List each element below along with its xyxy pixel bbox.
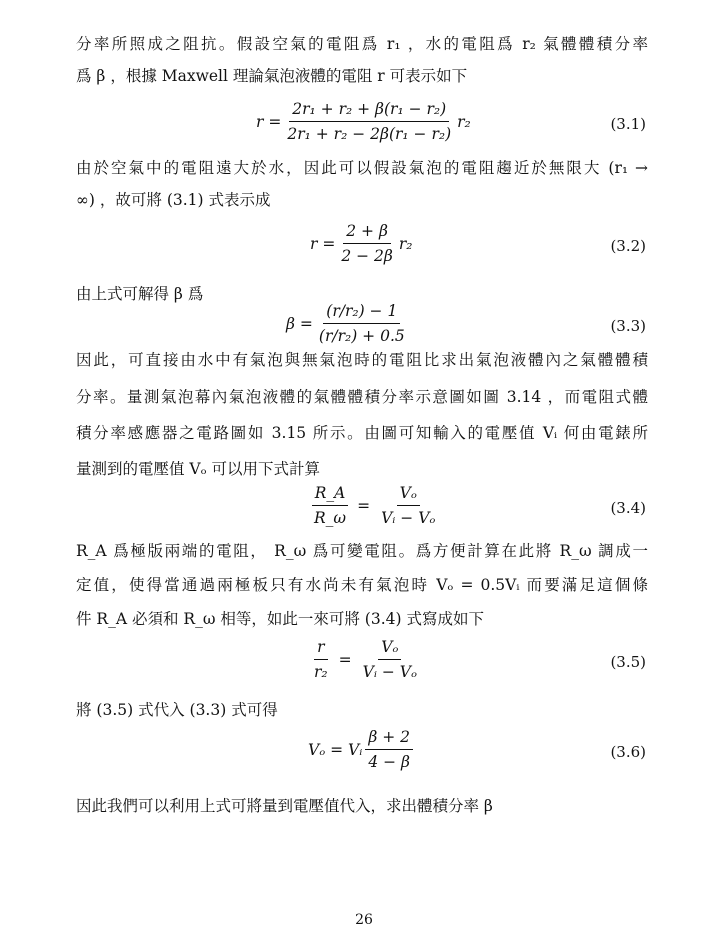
equation-number: (3.3)	[610, 317, 646, 335]
denominator: 2 − 2β	[341, 247, 393, 265]
fraction	[311, 484, 349, 527]
denominator: 2r₁ + r₂ − 2β(r₁ − r₂)	[287, 125, 452, 143]
eq-tail: r₂	[457, 112, 471, 131]
paragraph-line: R_A 爲極版兩端的電阻， R_ω 爲可變電阻。爲方便計算在此將 R_ω 調成一	[76, 542, 648, 560]
equation-number: (3.1)	[610, 115, 646, 133]
paragraph-line: 量測到的電壓值 Vₒ 可以用下式計算	[76, 460, 321, 478]
fraction	[365, 728, 413, 771]
fraction	[284, 100, 454, 143]
equals-sign: =	[357, 496, 371, 515]
paragraph-line: 定值，使得當通過兩極板只有水尚未有氣泡時 Vₒ = 0.5Vᵢ 而要滿足這個條	[76, 576, 648, 594]
numerator: (r/r₂) − 1	[323, 302, 400, 324]
equation-3-3	[76, 298, 648, 354]
page-number: 26	[355, 912, 373, 928]
paragraph-line: 件 R_A 必須和 R_ω 相等，如此一來可將 (3.4) 式寫成如下	[76, 610, 484, 628]
numerator: Vₒ	[397, 484, 420, 506]
equation-number: (3.6)	[610, 743, 646, 761]
numerator: r	[314, 638, 327, 660]
paragraph-line: 因此，可直接由水中有氣泡與無氣泡時的電阻比求出氣泡液體內之氣體體積	[76, 351, 648, 369]
eq-lhs: r =	[310, 234, 336, 253]
fraction	[378, 484, 438, 527]
numerator: Vₒ	[378, 638, 401, 660]
equation-3-5	[76, 634, 648, 690]
numerator: 2r₁ + r₂ + β(r₁ − r₂)	[289, 100, 449, 122]
equation-number: (3.2)	[610, 237, 646, 255]
equation-3-4	[76, 480, 648, 536]
paragraph-line: 因此我們可以利用上式可將量到電壓值代入，求出體積分率 β	[76, 797, 493, 815]
equation-3-6	[76, 724, 648, 780]
eq-lhs: Vₒ = Vᵢ	[308, 740, 363, 759]
denominator: 4 − β	[368, 753, 410, 771]
eq-lhs: β =	[286, 314, 313, 333]
fraction	[311, 638, 331, 681]
denominator: Vᵢ − Vₒ	[381, 509, 436, 527]
equation-3-2	[76, 218, 648, 274]
paragraph-line: 爲 β ，根據 Maxwell 理論氣泡液體的電阻 r 可表示如下	[76, 67, 468, 85]
numerator: 2 + β	[343, 222, 391, 244]
paragraph-line: 積分率感應器之電路圖如 3.15 所示。由圖可知輸入的電壓值 Vᵢ 何由電錶所	[76, 424, 648, 442]
eq-tail: r₂	[398, 234, 413, 253]
paragraph-line: 由於空氣中的電阻遠大於水，因此可以假設氣泡的電阻趨近於無限大 (r₁ →	[76, 159, 648, 177]
paragraph-line: 分率。量測氣泡幕內氣泡液體的氣體體積分率示意圖如圖 3.14 ，而電阻式體	[76, 388, 648, 406]
equation-3-1	[76, 96, 648, 152]
numerator: R_A	[312, 484, 349, 506]
eq-lhs: r =	[256, 112, 282, 131]
denominator: r₂	[314, 663, 328, 681]
denominator: (r/r₂) + 0.5	[318, 327, 405, 345]
equation-number: (3.4)	[610, 499, 646, 517]
paragraph-line: 由上式可解得 β 爲	[76, 285, 204, 303]
numerator: β + 2	[365, 728, 413, 750]
paragraph-line: 將 (3.5) 式代入 (3.3) 式可得	[76, 701, 278, 719]
paragraph-line: 分率所照成之阻抗。假設空氣的電阻爲 r₁ ，水的電阻爲 r₂ 氣體體積分率	[76, 35, 648, 53]
fraction	[360, 638, 420, 681]
paragraph-line: ∞) ，故可將 (3.1) 式表示成	[76, 191, 271, 209]
denominator: R_ω	[314, 509, 347, 527]
equation-number: (3.5)	[610, 653, 646, 671]
equals-sign: =	[338, 650, 352, 669]
fraction	[338, 222, 396, 265]
fraction	[316, 302, 408, 345]
denominator: Vᵢ − Vₒ	[362, 663, 417, 681]
